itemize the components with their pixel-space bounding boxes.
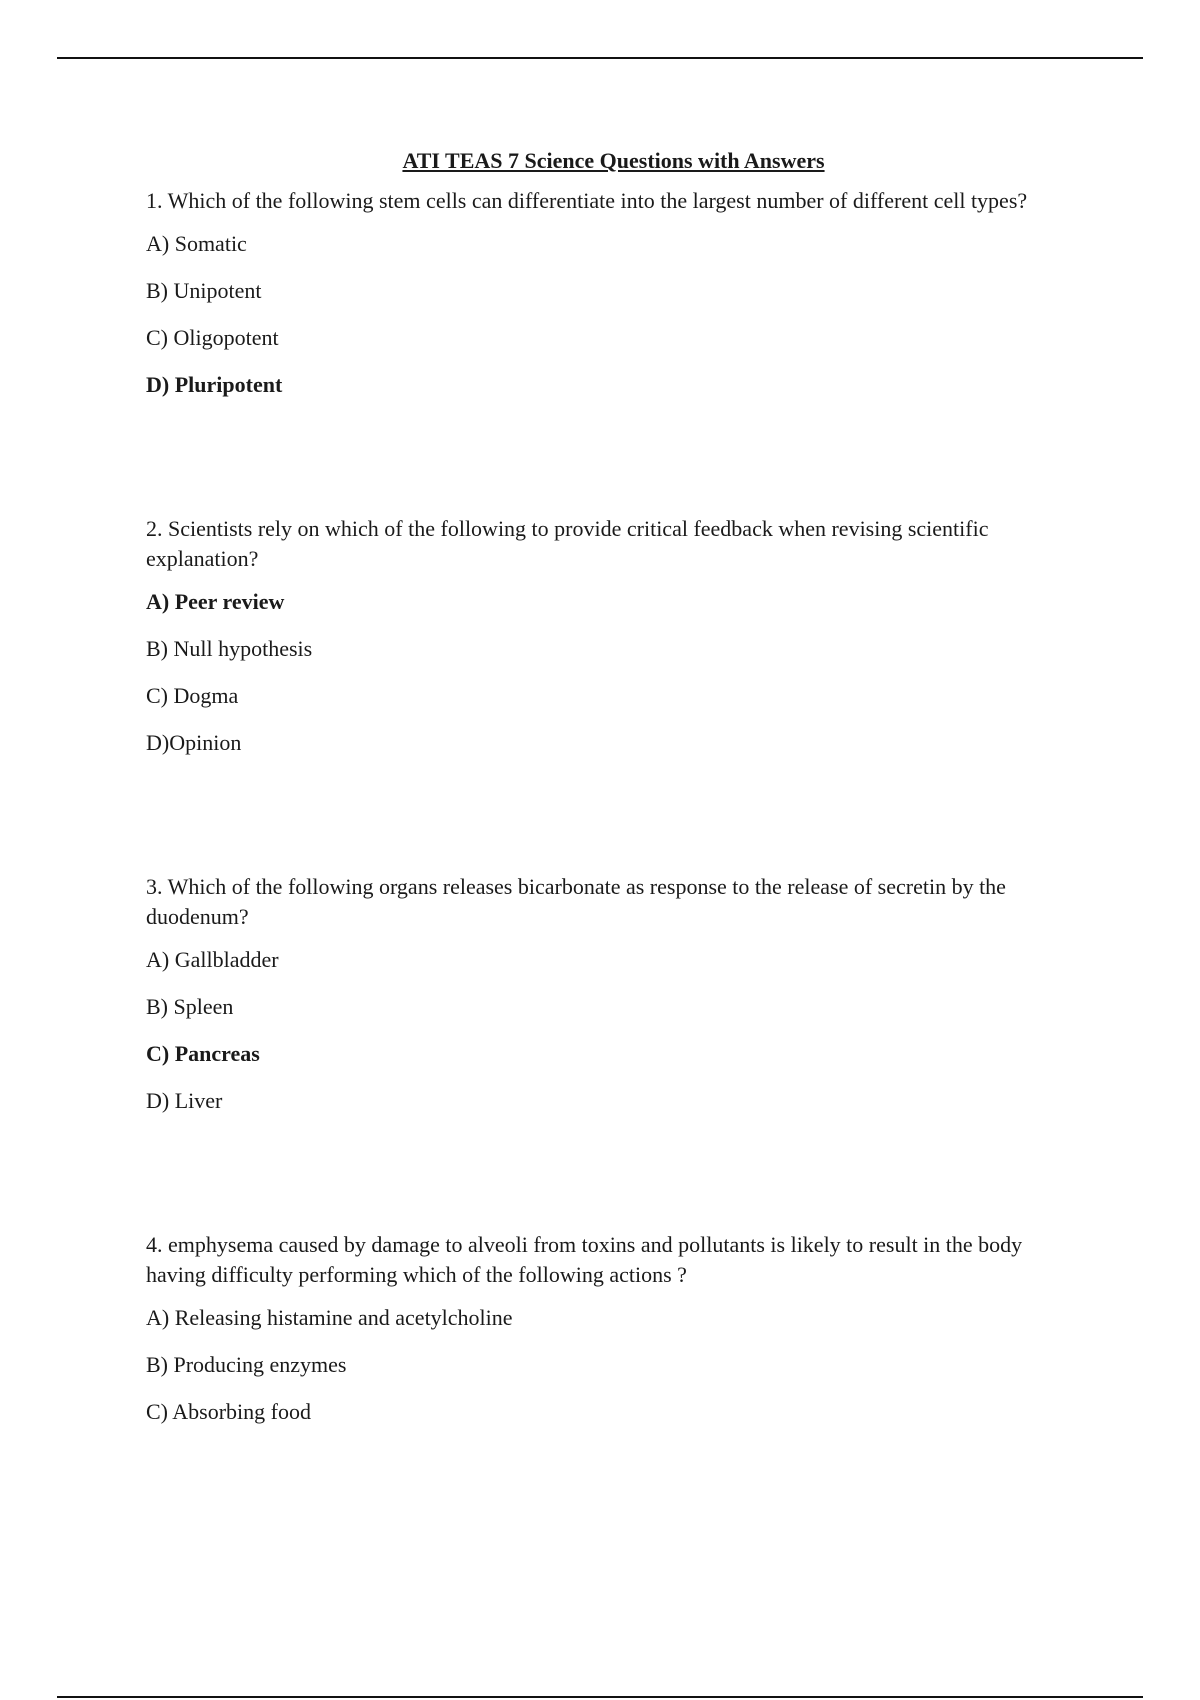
- top-rule: [57, 57, 1143, 59]
- question-3: [146, 872, 1081, 1116]
- question-2: [146, 514, 1081, 758]
- question-1: [146, 186, 1081, 400]
- answer-option: B) Null hypothesis: [146, 636, 313, 661]
- correct-answer-option: A) Peer review: [146, 589, 285, 614]
- answer-option: D)Opinion: [146, 730, 242, 755]
- correct-answer-option: D) Pluripotent: [146, 372, 283, 397]
- answer-option: A) Somatic: [146, 231, 247, 256]
- answer-option: B) Unipotent: [146, 278, 262, 303]
- question-text: 1. Which of the following stem cells can differentiate into the largest number of different cell types?: [146, 188, 1028, 213]
- question-spacer: [146, 417, 1081, 514]
- document-title: ATI TEAS 7 Science Questions with Answers: [402, 148, 825, 173]
- question-text: 4. emphysema caused by damage to alveoli from toxins and pollutants is likely to result in the body having difficulty performing which of the following actions ?: [146, 1232, 1023, 1287]
- question-text: 2. Scientists rely on which of the following to provide critical feedback when revising scientific explanation?: [146, 516, 989, 571]
- answer-option: C) Dogma: [146, 683, 239, 708]
- answer-option: B) Spleen: [146, 994, 234, 1019]
- bottom-rule: [57, 1696, 1143, 1698]
- question-4: [146, 1230, 1081, 1427]
- question-text: 3. Which of the following organs releases bicarbonate as response to the release of secretin by the duodenum?: [146, 874, 1006, 929]
- answer-option: C) Absorbing food: [146, 1399, 311, 1424]
- document-body: [146, 146, 1081, 1444]
- answer-option: A) Gallbladder: [146, 947, 279, 972]
- question-spacer: [146, 1133, 1081, 1230]
- answer-option: C) Oligopotent: [146, 325, 279, 350]
- answer-option: B) Producing enzymes: [146, 1352, 347, 1377]
- question-spacer: [146, 775, 1081, 872]
- answer-option: A) Releasing histamine and acetylcholine: [146, 1305, 513, 1330]
- correct-answer-option: C) Pancreas: [146, 1041, 260, 1066]
- answer-option: D) Liver: [146, 1088, 223, 1113]
